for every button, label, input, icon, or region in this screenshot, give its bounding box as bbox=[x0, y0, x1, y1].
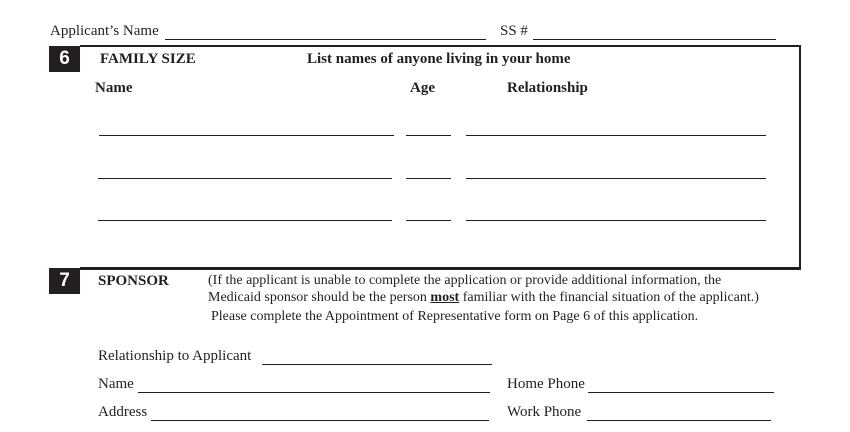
sponsor-address-label: Address bbox=[98, 404, 148, 420]
sponsor-note-line-2: Medicaid sponsor should be the person most familiar with the financial situation of the applicant.) bbox=[208, 290, 759, 305]
family-size-title: FAMILY SIZE bbox=[100, 51, 196, 67]
home-phone-field[interactable] bbox=[588, 377, 774, 393]
sponsor-note-line-1: (If the applicant is unable to complete the application or provide additional information, the bbox=[208, 273, 722, 288]
family-member-2-relationship-field[interactable] bbox=[466, 163, 766, 179]
sponsor-address-field[interactable] bbox=[151, 405, 489, 421]
family-member-1-age-field[interactable] bbox=[406, 120, 451, 136]
family-member-3-name-field[interactable] bbox=[98, 205, 392, 221]
ss-label: SS # bbox=[500, 23, 528, 39]
sponsor-section-top-rule bbox=[80, 268, 801, 270]
column-header-age: Age bbox=[410, 80, 435, 96]
relationship-to-applicant-field[interactable] bbox=[262, 349, 492, 365]
column-header-relationship: Relationship bbox=[507, 80, 588, 96]
sponsor-title: SPONSOR bbox=[98, 273, 169, 289]
family-size-section bbox=[80, 45, 801, 269]
family-member-3-relationship-field[interactable] bbox=[466, 205, 766, 221]
applicant-name-field[interactable] bbox=[165, 24, 486, 40]
sponsor-name-label: Name bbox=[98, 376, 134, 392]
family-member-2-name-field[interactable] bbox=[98, 163, 392, 179]
relationship-to-applicant-label: Relationship to Applicant bbox=[98, 348, 252, 364]
family-size-instruction: List names of anyone living in your home bbox=[307, 51, 571, 67]
family-member-2-age-field[interactable] bbox=[406, 163, 451, 179]
applicant-name-label: Applicant’s Name bbox=[50, 23, 159, 39]
sponsor-name-field[interactable] bbox=[138, 377, 490, 393]
section-6-badge: 6 bbox=[49, 46, 80, 72]
work-phone-label: Work Phone bbox=[507, 404, 582, 420]
work-phone-field[interactable] bbox=[587, 405, 771, 421]
ss-number-field[interactable] bbox=[533, 24, 776, 40]
sponsor-note-emphasis: most bbox=[430, 290, 460, 305]
sponsor-note-line-3: Please complete the Appointment of Representative form on Page 6 of this application. bbox=[211, 309, 699, 324]
section-7-badge: 7 bbox=[49, 268, 80, 294]
family-member-1-relationship-field[interactable] bbox=[466, 120, 766, 136]
home-phone-label: Home Phone bbox=[507, 376, 585, 392]
column-header-name: Name bbox=[95, 80, 133, 96]
family-member-1-name-field[interactable] bbox=[99, 120, 394, 136]
family-member-3-age-field[interactable] bbox=[406, 205, 451, 221]
